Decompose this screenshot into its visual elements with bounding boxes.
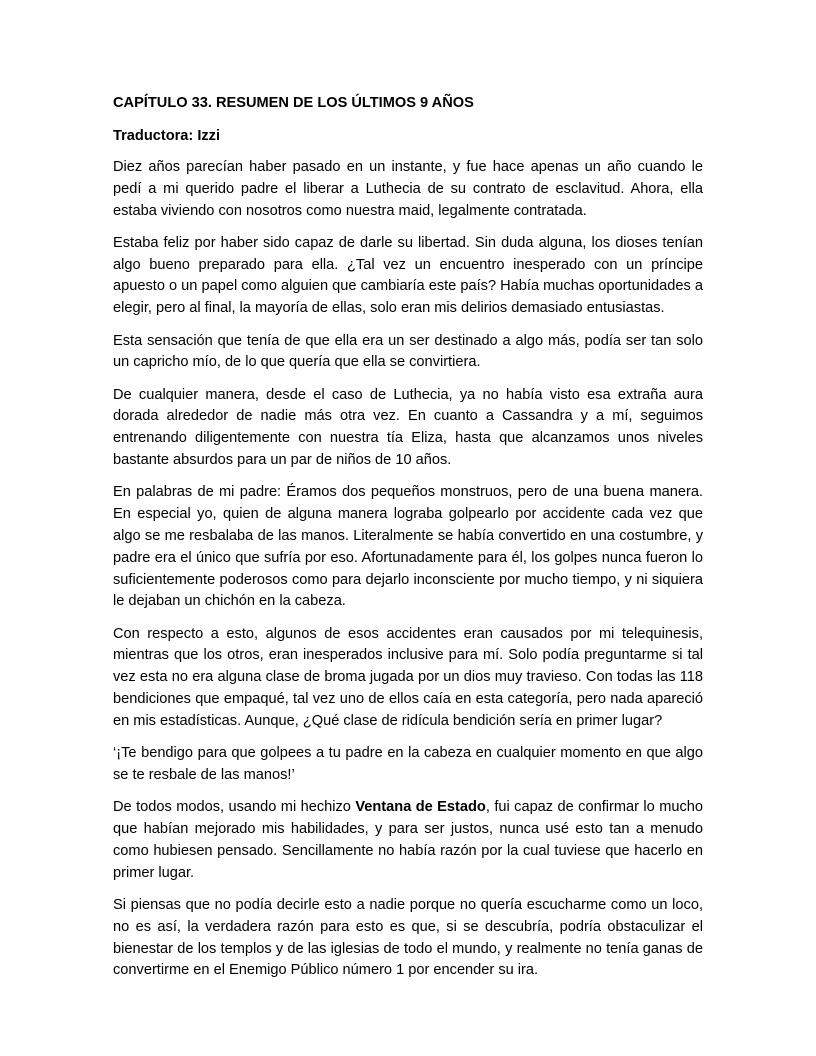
- paragraph: Con respecto a esto, algunos de esos accidentes eran causados por mi telequinesis, mientras que los otros, eran inesperados inclusive para mí. Solo podía preguntarme si tal vez esta no era alguna clase de broma jugada por un dios muy travieso. Con todas las 118 bendiciones que empaqué, tal vez uno de ellos caía en esta categoría, pero nada apareció en mis estadísticas. Aunque, ¿Qué clase de ridícula bendición sería en primer lugar?: [113, 625, 703, 729]
- quote-paragraph: ‘¡Te bendigo para que golpees a tu padre en la cabeza en cualquier momento en que algo se te resbale de las manos!’: [113, 745, 703, 783]
- translator-credit: Traductora: Izzi: [113, 128, 221, 144]
- paragraph-text: , fui capaz de confirmar lo mucho que habían mejorado mis habilidades, y para ser justos, nunca usé esto tan a menudo como hubiesen pensado. Sencillamente no había razón por la cual tuviese que hacerlo en primer lugar.: [113, 799, 704, 881]
- paragraph: Estaba feliz por haber sido capaz de darle su libertad. Sin duda alguna, los dioses tenían algo bueno preparado para ella. ¿Tal vez un encuentro inesperado con un príncipe apuesto o un papel como alguien que cambiaría este país? Había muchas oportunidades a elegir, pero al final, la mayoría de ellas, solo eran mis delirios demasiado entusiastas.: [113, 234, 703, 317]
- paragraph: Si piensas que no podía decirle esto a nadie porque no quería escucharme como un loco, no es así, la verdadera razón para esto es que, si se descubría, podría obstaculizar el bienestar de los templos y de las iglesias de todo el mundo, y realmente no tenía ganas de convertirme en el Enemigo Público número 1 por encender su ira.: [113, 896, 703, 979]
- paragraph-text: De todos modos, usando mi hechizo: [113, 799, 356, 816]
- chapter-title: CAPÍTULO 33. RESUMEN DE LOS ÚLTIMOS 9 AÑOS: [113, 95, 474, 111]
- document-page: [113, 93, 703, 993]
- status-window-paragraph: [113, 797, 703, 884]
- paragraph: Diez años parecían haber pasado en un instante, y fue hace apenas un año cuando le pedí a mi querido padre el liberar a Luthecia de su contrato de esclavitud. Ahora, ella estaba viviendo con nosotros como nuestra maid, legalmente contratada.: [113, 159, 703, 219]
- paragraph: En palabras de mi padre: Éramos dos pequeños monstruos, pero de una buena manera. En especial yo, quien de alguna manera lograba golpearlo por accidente cada vez que algo se me resbalaba de las manos. Literalmente se había convertido en una costumbre, y padre era el único que sufría por eso. Afortunadamente para él, los golpes nunca fueron lo suficientemente poderosos como para dejarlo inconsciente por mucho tiempo, y ni siquiera le dejaban un chichón en la cabeza.: [113, 484, 703, 610]
- paragraph: Esta sensación que tenía de que ella era un ser destinado a algo más, podía ser tan solo un capricho mío, de lo que quería que ella se convirtiera.: [113, 332, 703, 371]
- spell-name: Ventana de Estado: [355, 799, 486, 816]
- paragraph: De cualquier manera, desde el caso de Luthecia, ya no había visto esa extraña aura dorada alrededor de nadie más otra vez. En cuanto a Cassandra y a mí, seguimos entrenando diligentemente con nuestra tía Eliza, hasta que alcanzamos unos niveles bastante absurdos para un par de niños de 10 años.: [113, 386, 703, 469]
